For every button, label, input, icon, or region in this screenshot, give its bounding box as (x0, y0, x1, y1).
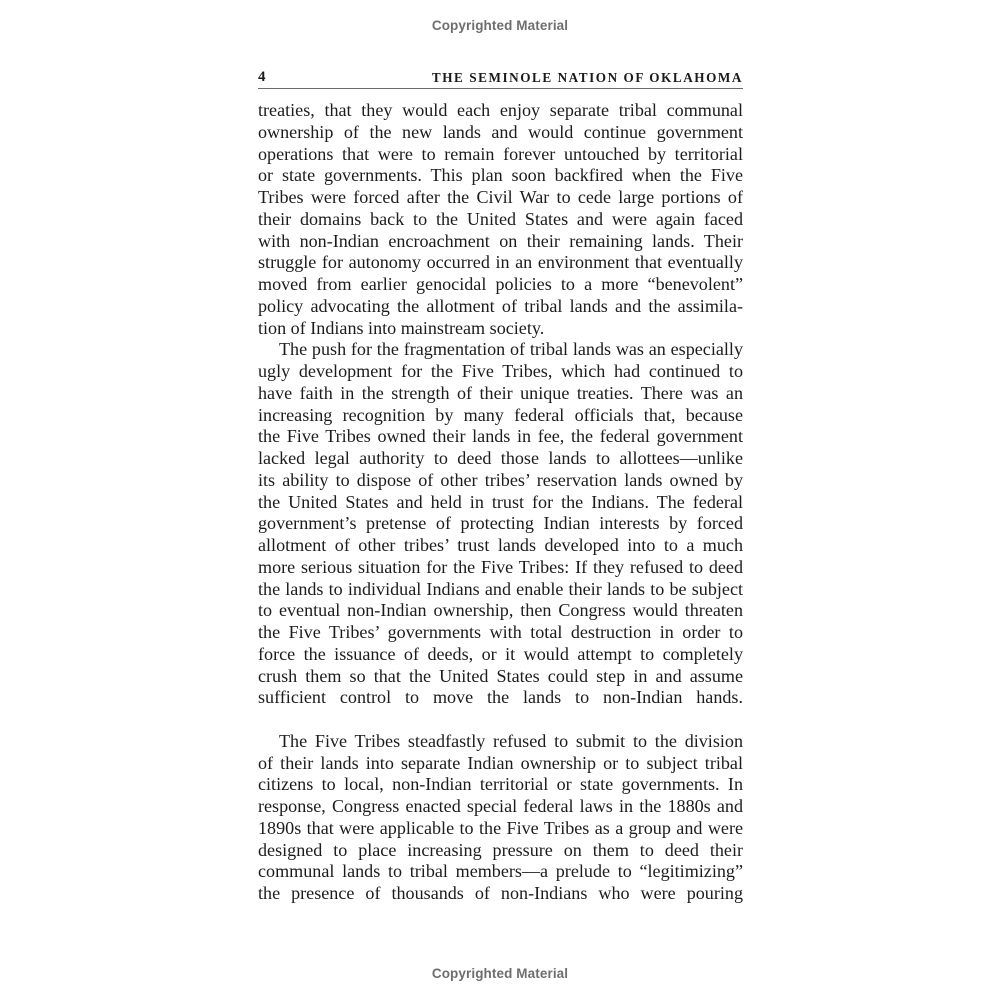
page-number: 4 (258, 69, 266, 85)
text-line: policy advocating the allotment of tribal lands and the assimila- (258, 295, 743, 316)
text-line: the presence of thousands of non-Indians who were pouring (258, 883, 743, 903)
running-title: THE SEMINOLE NATION OF OKLAHOMA (431, 70, 743, 85)
text-line: tion of Indians into mainstream society. (258, 317, 545, 338)
text-line: the lands to individual Indians and enable their lands to be subject (258, 578, 743, 599)
body-text (258, 100, 743, 905)
copyright-watermark-top: Copyrighted Material (431, 18, 569, 33)
text-line: increasing recognition by many federal officials that, because (258, 404, 743, 425)
text-line: response, Congress enacted special federal laws in the 1880s and (258, 796, 743, 816)
text-line: to eventual non-Indian ownership, then Congress would threaten (258, 600, 743, 621)
text-line (258, 709, 743, 731)
text-line: sufficient control to move the lands to non-Indian hands. (258, 687, 743, 708)
text-line: allotment of other tribes’ trust lands developed into to a much (258, 535, 743, 555)
copyright-watermark-bottom: Copyrighted Material (431, 966, 569, 981)
text-line: Tribes were forced after the Civil War to cede large portions of (258, 187, 743, 207)
text-line: its ability to dispose of other tribes’ reservation lands owned by (258, 469, 743, 490)
text-line: ugly development for the Five Tribes, which had continued to (258, 361, 743, 381)
text-line: their domains back to the United States and were again faced (258, 208, 743, 229)
text-line: treaties, that they would each enjoy separate tribal communal (258, 100, 743, 120)
paragraph (258, 339, 743, 731)
text-line: have faith in the strength of their unique treaties. There was an (258, 382, 743, 403)
book-page (258, 66, 743, 905)
text-line: 1890s that were applicable to the Five Tribes as a group and were (258, 817, 743, 838)
text-line: struggle for autonomy occurred in an environment that eventually (258, 252, 743, 273)
text-line: crush them so that the United States could step in and assume (258, 665, 743, 686)
text-line: the United States and held in trust for the Indians. The federal (258, 491, 743, 512)
text-line: communal lands to tribal members—a prelude to “legitimizing” (258, 861, 743, 882)
text-line: the Five Tribes owned their lands in fee, the federal government (258, 426, 743, 447)
paragraph (258, 731, 743, 905)
text-line: lacked legal authority to deed those lands to allottees—unlike (258, 448, 743, 468)
text-line: ownership of the new lands and would continue government (258, 121, 743, 142)
text-line: or state governments. This plan soon backfired when the Five (258, 165, 743, 186)
text-line: more serious situation for the Five Tribes: If they refused to deed (258, 556, 743, 577)
text-line: of their lands into separate Indian ownership or to subject tribal (258, 752, 743, 773)
text-line: designed to place increasing pressure on them to deed their (258, 839, 743, 860)
text-line: force the issuance of deeds, or it would attempt to completely (258, 643, 743, 664)
text-line: The Five Tribes steadfastly refused to submit to the division (279, 730, 743, 751)
text-line: with non-Indian encroachment on their remaining lands. Their (258, 230, 743, 251)
text-line: operations that were to remain forever untouched by territorial (258, 143, 743, 164)
running-head (258, 66, 743, 89)
text-line: the Five Tribes’ governments with total destruction in order to (258, 622, 743, 642)
text-line: The push for the fragmentation of tribal lands was an especially (279, 339, 743, 360)
text-line: citizens to local, non-Indian territorial or state governments. In (258, 774, 743, 795)
paragraph (258, 100, 743, 339)
text-line: moved from earlier genocidal policies to a more “benevolent” (258, 274, 743, 294)
text-line: government’s pretense of protecting Indian interests by forced (258, 513, 743, 534)
